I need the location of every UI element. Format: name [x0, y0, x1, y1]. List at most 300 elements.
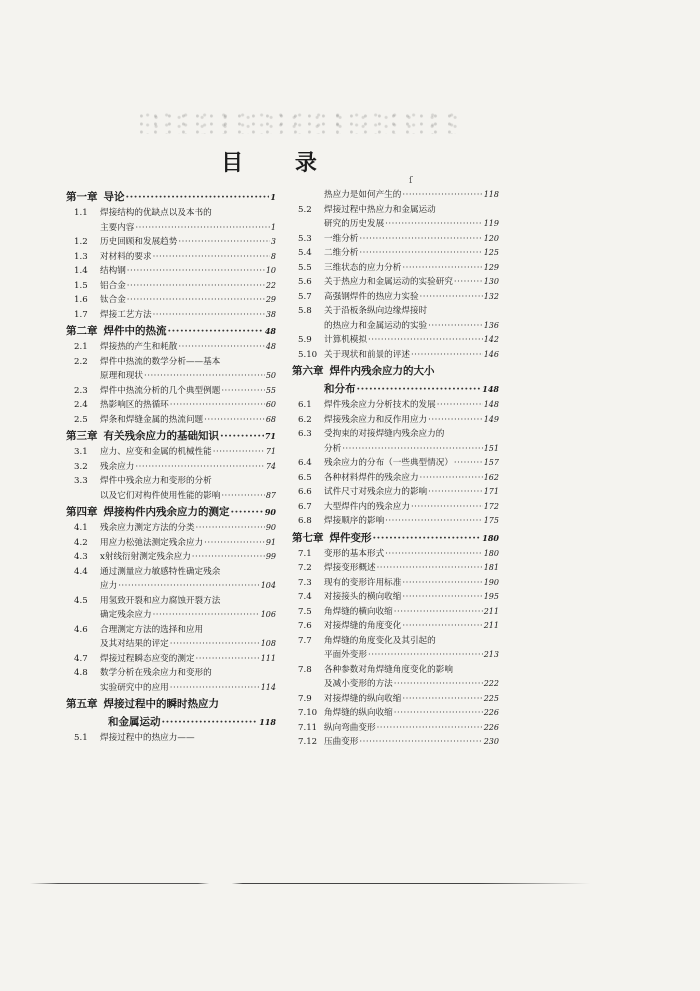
- entry-title: 高强钢焊件的热应力实验: [324, 291, 419, 302]
- entry-title: 以及它们对构件使用性能的影响: [100, 490, 221, 501]
- entry-title: 焊件中的热流: [103, 325, 167, 337]
- entry-title: 大型焊件内的残余应力: [324, 501, 410, 512]
- toc-section[interactable]: [292, 413, 499, 428]
- toc-section[interactable]: [66, 235, 276, 250]
- toc-entry-continued[interactable]: [66, 608, 276, 623]
- toc-section[interactable]: [292, 290, 499, 305]
- entry-number: 6.4: [298, 458, 312, 468]
- entry-page-number: 157: [483, 458, 499, 467]
- entry-page-number: 142: [483, 335, 499, 344]
- entry-title: 热影响区的热循环: [100, 400, 169, 410]
- entry-number: 4.4: [74, 566, 88, 577]
- entry-number: 3.1: [74, 447, 88, 457]
- dot-leader: [170, 637, 260, 652]
- dot-leader: [357, 380, 482, 398]
- entry-number: 4.5: [74, 595, 88, 606]
- toc-section[interactable]: [292, 304, 499, 319]
- scan-mark: ſ: [409, 176, 413, 186]
- toc-section[interactable]: [66, 293, 276, 308]
- toc-section[interactable]: [66, 413, 276, 428]
- dot-leader: [394, 706, 483, 721]
- entry-title: 纵向弯曲变形: [324, 722, 376, 733]
- entry-number: 6.3: [298, 429, 312, 439]
- entry-title: 角焊缝的横向收缩: [324, 606, 393, 617]
- entry-page-number: 118: [259, 717, 276, 727]
- toc-entry-continued[interactable]: [66, 681, 276, 696]
- toc-section[interactable]: [292, 514, 499, 529]
- entry-number: 3.2: [74, 461, 88, 472]
- entry-page-number: 172: [483, 501, 499, 511]
- entry-title: 应力: [100, 581, 118, 591]
- dot-leader: [402, 590, 482, 605]
- toc-section[interactable]: [66, 250, 276, 265]
- entry-title: 残余应力的分布（一些典型情况）: [324, 458, 453, 468]
- entry-number: 5.1: [74, 733, 88, 743]
- entry-title: 对材料的要求: [100, 251, 152, 262]
- entry-title: 焊件内残余应力的大小: [329, 365, 435, 377]
- toc-entry-continued[interactable]: [66, 579, 276, 594]
- entry-number: 7.9: [298, 693, 312, 704]
- toc-chapter[interactable]: [292, 362, 499, 380]
- dot-leader: [394, 605, 483, 620]
- entry-title: 二维分析: [324, 248, 359, 258]
- toc-section[interactable]: [66, 308, 276, 323]
- toc-section[interactable]: [292, 203, 499, 218]
- toc-section[interactable]: [292, 333, 499, 348]
- toc-section[interactable]: [292, 232, 499, 247]
- toc-chapter[interactable]: [292, 529, 499, 547]
- entry-number: 2.2: [74, 356, 88, 367]
- entry-page-number: 195: [483, 592, 499, 601]
- entry-number: 第六章: [292, 365, 324, 377]
- toc-section[interactable]: [292, 485, 499, 500]
- entry-title: 焊接过程瞬态应变的测定: [100, 653, 195, 664]
- dot-leader: [204, 413, 265, 428]
- toc-section[interactable]: [66, 445, 276, 460]
- entry-number: 1.2: [74, 237, 88, 247]
- toc-section[interactable]: [66, 623, 276, 638]
- entry-number: 6.5: [298, 472, 312, 483]
- entry-title: 分析: [324, 443, 342, 454]
- dot-leader: [153, 608, 260, 623]
- entry-page-number: 180: [482, 532, 499, 543]
- dot-leader: [428, 413, 483, 428]
- entry-number: 7.7: [298, 635, 312, 646]
- dot-leader: [144, 369, 265, 384]
- toc-section[interactable]: [66, 594, 276, 609]
- dot-leader: [377, 561, 483, 576]
- entry-page-number: 162: [483, 472, 499, 482]
- entry-page-number: 1: [270, 192, 276, 202]
- toc-entry-continued[interactable]: [292, 442, 499, 457]
- toc-entry-continued[interactable]: [292, 217, 499, 232]
- toc-section[interactable]: [66, 536, 276, 551]
- dot-leader: [373, 529, 482, 547]
- entry-page-number: 108: [260, 639, 276, 648]
- entry-page-number: 8: [270, 251, 276, 261]
- entry-title: 三维状态的应力分析: [324, 262, 402, 273]
- toc-left-column: [66, 188, 276, 746]
- entry-title: 及其对结果的评定: [100, 639, 169, 649]
- dot-leader: [377, 721, 483, 736]
- entry-title: 焊接结构的优缺点以及本书的: [100, 208, 212, 218]
- entry-page-number: 50: [265, 371, 276, 380]
- entry-title: 合理测定方法的选择和应用: [100, 624, 204, 635]
- dot-leader: [153, 308, 265, 323]
- entry-page-number: 125: [483, 248, 499, 257]
- entry-number: 5.9: [298, 335, 312, 345]
- toc-section[interactable]: [66, 474, 276, 489]
- dot-leader: [420, 471, 483, 486]
- entry-page-number: 90: [264, 507, 276, 517]
- entry-title: 计算机模拟: [324, 335, 367, 345]
- entry-number: 6.1: [298, 400, 312, 410]
- entry-number: 7.2: [298, 563, 312, 573]
- dot-leader: [127, 264, 265, 279]
- entry-page-number: 148: [482, 384, 499, 394]
- entry-number: 2.5: [74, 414, 88, 425]
- dot-leader: [428, 485, 483, 500]
- entry-page-number: 226: [483, 722, 499, 732]
- entry-page-number: 74: [265, 461, 276, 471]
- toc-section[interactable]: [292, 261, 499, 276]
- entry-page-number: 129: [483, 262, 499, 272]
- entry-number: 第七章: [292, 531, 324, 544]
- entry-number: 7.8: [298, 664, 312, 675]
- dot-leader: [402, 261, 482, 276]
- entry-page-number: 55: [265, 385, 276, 395]
- dot-leader: [385, 217, 483, 232]
- entry-title: 历史回顾和发展趋势: [100, 237, 178, 247]
- toc-section[interactable]: [66, 460, 276, 475]
- toc-section[interactable]: [66, 565, 276, 580]
- entry-title: 热应力是如何产生的: [324, 190, 402, 200]
- dot-leader: [359, 735, 482, 750]
- dot-leader: [196, 652, 260, 667]
- toc-section[interactable]: [292, 246, 499, 261]
- entry-page-number: 114: [260, 682, 276, 692]
- entry-page-number: 29: [265, 295, 276, 304]
- entry-page-number: 132: [483, 291, 499, 301]
- entry-page-number: 211: [483, 606, 499, 616]
- entry-page-number: 190: [483, 577, 499, 587]
- entry-title: 变形的基本形式: [324, 548, 385, 559]
- entry-page-number: 68: [265, 414, 276, 424]
- entry-title: 对接焊缝的纵向收缩: [324, 693, 402, 704]
- entry-title: 各种材料焊件的残余应力: [324, 472, 419, 483]
- entry-number: 6.8: [298, 516, 312, 526]
- entry-number: 2.1: [74, 342, 88, 352]
- entry-number: 7.6: [298, 621, 312, 631]
- entry-number: 4.7: [74, 653, 88, 664]
- entry-title: 一维分析: [324, 233, 359, 244]
- entry-page-number: 226: [483, 708, 499, 717]
- toc-section[interactable]: [292, 619, 499, 634]
- entry-title: 残余应力测定方法的分类: [100, 523, 195, 533]
- entry-title: 焊接顺序的影响: [324, 516, 385, 526]
- entry-page-number: 91: [265, 537, 276, 547]
- entry-title: 和分布: [324, 383, 356, 395]
- toc-section[interactable]: [292, 427, 499, 442]
- entry-page-number: 175: [483, 516, 499, 525]
- entry-number: 5.2: [298, 204, 312, 215]
- dot-leader: [127, 279, 265, 294]
- toc-section[interactable]: [292, 348, 499, 363]
- entry-title: 用氢致开裂和应力腐蚀开裂方法: [100, 595, 221, 606]
- entry-title: 主要内容: [100, 222, 135, 233]
- toc-chapter-continued[interactable]: [66, 713, 276, 731]
- entry-page-number: 222: [483, 679, 499, 688]
- bottom-rule: [30, 883, 590, 884]
- entry-number: 4.3: [74, 552, 88, 562]
- entry-page-number: 106: [260, 610, 276, 619]
- toc-section[interactable]: [292, 456, 499, 471]
- entry-number: 第四章: [66, 506, 98, 518]
- dot-leader: [368, 648, 483, 663]
- toc-section[interactable]: [292, 663, 499, 678]
- toc-chapter-continued[interactable]: [292, 380, 499, 398]
- entry-page-number: 87: [265, 490, 276, 500]
- entry-title: 导论: [103, 191, 125, 203]
- entry-number: 7.12: [298, 737, 318, 747]
- toc-entry-continued[interactable]: [292, 319, 499, 334]
- entry-number: 7.3: [298, 577, 312, 588]
- toc-section[interactable]: [66, 666, 276, 681]
- entry-title: 铝合金: [100, 280, 126, 291]
- entry-page-number: 146: [483, 349, 499, 359]
- entry-page-number: 99: [265, 552, 276, 561]
- dot-leader: [178, 235, 270, 250]
- entry-title: 焊接过程中的热应力——: [100, 733, 195, 743]
- dot-leader: [192, 550, 265, 565]
- entry-title: 用应力松弛法测定残余应力: [100, 537, 204, 548]
- entry-number: 第二章: [66, 325, 98, 337]
- toc-section[interactable]: [292, 561, 499, 576]
- dot-leader: [170, 398, 265, 413]
- dot-leader: [454, 275, 483, 290]
- dot-leader: [178, 340, 264, 355]
- dot-leader: [402, 619, 482, 634]
- entry-title: 关于沿板条纵向边缘焊接时: [324, 306, 428, 316]
- dot-leader: [213, 445, 265, 460]
- entry-title: 焊接构件内残余应力的测定: [103, 506, 230, 518]
- toc-right-column: [292, 188, 499, 750]
- toc-entry-continued[interactable]: [66, 637, 276, 652]
- entry-page-number: 3: [270, 237, 276, 246]
- entry-title: 焊接热的产生和耗散: [100, 342, 178, 352]
- entry-number: 5.8: [298, 306, 312, 316]
- entry-page-number: 71: [264, 431, 276, 441]
- entry-number: 第五章: [66, 698, 98, 710]
- toc-section[interactable]: [66, 384, 276, 399]
- entry-number: 5.10: [298, 349, 318, 360]
- dot-leader: [402, 576, 482, 591]
- entry-number: 2.4: [74, 400, 88, 410]
- entry-number: 1.3: [74, 251, 88, 262]
- entry-title: 焊接残余应力和反作用应力: [324, 414, 428, 425]
- entry-title: 数学分析在残余应力和变形的: [100, 668, 212, 678]
- dot-leader: [127, 293, 265, 308]
- dot-leader: [342, 442, 483, 457]
- toc-section[interactable]: [66, 652, 276, 667]
- entry-title: 角焊缝的纵向收缩: [324, 708, 393, 718]
- entry-number: 2.3: [74, 385, 88, 396]
- entry-title: 关于现状和前景的评述: [324, 349, 410, 360]
- entry-title: 焊件中残余应力和变形的分析: [100, 476, 212, 486]
- entry-number: 7.11: [298, 722, 318, 733]
- dot-leader: [196, 521, 265, 536]
- dot-leader: [368, 333, 483, 348]
- toc-section[interactable]: [66, 550, 276, 565]
- entry-number: 1.4: [74, 266, 88, 276]
- toc-entry-continued[interactable]: [66, 221, 276, 236]
- dot-leader: [437, 398, 483, 413]
- dot-leader: [454, 456, 483, 471]
- dot-leader: [359, 246, 482, 261]
- toc-chapter[interactable]: [66, 503, 276, 521]
- toc-section[interactable]: [66, 731, 276, 746]
- entry-page-number: 181: [483, 563, 499, 572]
- entry-title: 受拘束的对接焊缝内残余应力的: [324, 429, 445, 439]
- entry-number: 6.7: [298, 501, 312, 512]
- toc-section[interactable]: [292, 634, 499, 649]
- toc-section[interactable]: [292, 692, 499, 707]
- dot-leader: [385, 514, 483, 529]
- dot-leader: [135, 221, 270, 236]
- toc-section[interactable]: [292, 471, 499, 486]
- entry-page-number: 120: [483, 233, 499, 243]
- dot-leader: [135, 460, 264, 475]
- toc-entry-continued[interactable]: [292, 188, 499, 203]
- entry-page-number: 211: [483, 621, 499, 630]
- entry-title: 焊件中热流分析的几个典型例题: [100, 385, 221, 396]
- toc-section[interactable]: [292, 547, 499, 562]
- entry-page-number: 180: [483, 548, 499, 558]
- entry-title: 研究的历史发展: [324, 219, 385, 229]
- entry-page-number: 90: [265, 523, 276, 532]
- entry-title: 关于热应力和金属运动的实验研究: [324, 277, 453, 287]
- entry-number: 3.3: [74, 476, 88, 486]
- scan-noise: [140, 112, 460, 134]
- toc-entry-continued[interactable]: [66, 489, 276, 504]
- entry-page-number: 48: [264, 326, 276, 336]
- entry-title: 对接焊缝的角度变化: [324, 621, 402, 631]
- entry-title: 应力、应变和金属的机械性能: [100, 447, 212, 457]
- dot-leader: [428, 319, 483, 334]
- dot-leader: [204, 536, 265, 551]
- entry-number: 第一章: [66, 191, 98, 203]
- toc-section[interactable]: [292, 590, 499, 605]
- toc-section[interactable]: [66, 398, 276, 413]
- dot-leader: [170, 681, 260, 696]
- entry-page-number: 104: [260, 581, 276, 590]
- toc-section[interactable]: [66, 355, 276, 370]
- dot-leader: [385, 547, 483, 562]
- entry-title: x射线衍射测定残余应力: [100, 552, 191, 562]
- entry-page-number: 119: [483, 219, 499, 228]
- entry-title: 压曲变形: [324, 737, 359, 747]
- toc-section[interactable]: [292, 275, 499, 290]
- dot-leader: [359, 232, 482, 247]
- entry-page-number: 136: [483, 320, 499, 330]
- entry-number: 4.8: [74, 668, 88, 678]
- toc-section[interactable]: [292, 721, 499, 736]
- toc-chapter[interactable]: [66, 322, 276, 340]
- toc-section[interactable]: [66, 206, 276, 221]
- dot-leader: [153, 250, 270, 265]
- entry-title: 焊件中热流的数学分析——基本: [100, 356, 221, 367]
- entry-page-number: 230: [483, 737, 499, 746]
- entry-number: 6.2: [298, 414, 312, 425]
- toc-section[interactable]: [292, 500, 499, 515]
- entry-page-number: 22: [265, 280, 276, 290]
- entry-number: 7.4: [298, 592, 312, 602]
- toc-section[interactable]: [66, 521, 276, 536]
- toc-entry-continued[interactable]: [292, 648, 499, 663]
- entry-number: 1.1: [74, 208, 88, 218]
- entry-number: 7.1: [298, 548, 312, 559]
- toc-chapter[interactable]: [66, 695, 276, 713]
- toc-section[interactable]: [292, 735, 499, 750]
- toc-chapter[interactable]: [66, 427, 276, 445]
- entry-title: 焊接变形概述: [324, 563, 376, 573]
- toc-entry-continued[interactable]: [292, 677, 499, 692]
- entry-title: 现有的变形许用标准: [324, 577, 402, 588]
- dot-leader: [221, 384, 264, 399]
- toc-section[interactable]: [292, 398, 499, 413]
- entry-title: 对接接头的横向收缩: [324, 592, 402, 602]
- entry-page-number: 71: [265, 447, 276, 456]
- entry-number: 第三章: [66, 430, 98, 442]
- entry-title: 焊件残余应力分析技术的发展: [324, 400, 436, 410]
- entry-title: 结构钢: [100, 266, 126, 276]
- toc-section[interactable]: [292, 605, 499, 620]
- toc-section[interactable]: [292, 706, 499, 721]
- entry-number: 1.6: [74, 295, 88, 305]
- entry-number: 5.7: [298, 291, 312, 302]
- dot-leader: [402, 188, 482, 203]
- entry-number: 4.1: [74, 523, 88, 533]
- entry-page-number: 111: [260, 653, 276, 663]
- toc-section[interactable]: [66, 340, 276, 355]
- entry-number: 4.6: [74, 624, 88, 635]
- entry-page-number: 48: [265, 342, 276, 351]
- entry-title: 和金属运动: [108, 716, 161, 728]
- dot-leader: [220, 427, 264, 445]
- dot-leader: [420, 290, 483, 305]
- toc-section[interactable]: [66, 279, 276, 294]
- toc-section[interactable]: [292, 576, 499, 591]
- entry-title: 焊接过程中热应力和金属运动: [324, 204, 436, 215]
- entry-page-number: 118: [483, 190, 499, 199]
- entry-title: 各种参数对角焊缝角度变化的影响: [324, 664, 453, 675]
- entry-number: 6.6: [298, 487, 312, 497]
- entry-title: 试件尺寸对残余应力的影响: [324, 487, 428, 497]
- entry-title: 确定残余应力: [100, 610, 152, 620]
- toc-entry-continued[interactable]: [66, 369, 276, 384]
- toc-section[interactable]: [66, 264, 276, 279]
- dot-leader: [231, 503, 264, 521]
- entry-page-number: 38: [265, 309, 276, 319]
- entry-title: 焊件变形: [329, 531, 372, 544]
- entry-title: 残余应力: [100, 461, 135, 472]
- toc-chapter[interactable]: [66, 188, 276, 206]
- entry-number: 7.5: [298, 606, 312, 617]
- dot-leader: [126, 188, 270, 206]
- entry-title: 实验研究中的应用: [100, 682, 169, 693]
- entry-title: 通过测量应力敏感特性确定残余: [100, 566, 221, 577]
- entry-number: 4.2: [74, 537, 88, 548]
